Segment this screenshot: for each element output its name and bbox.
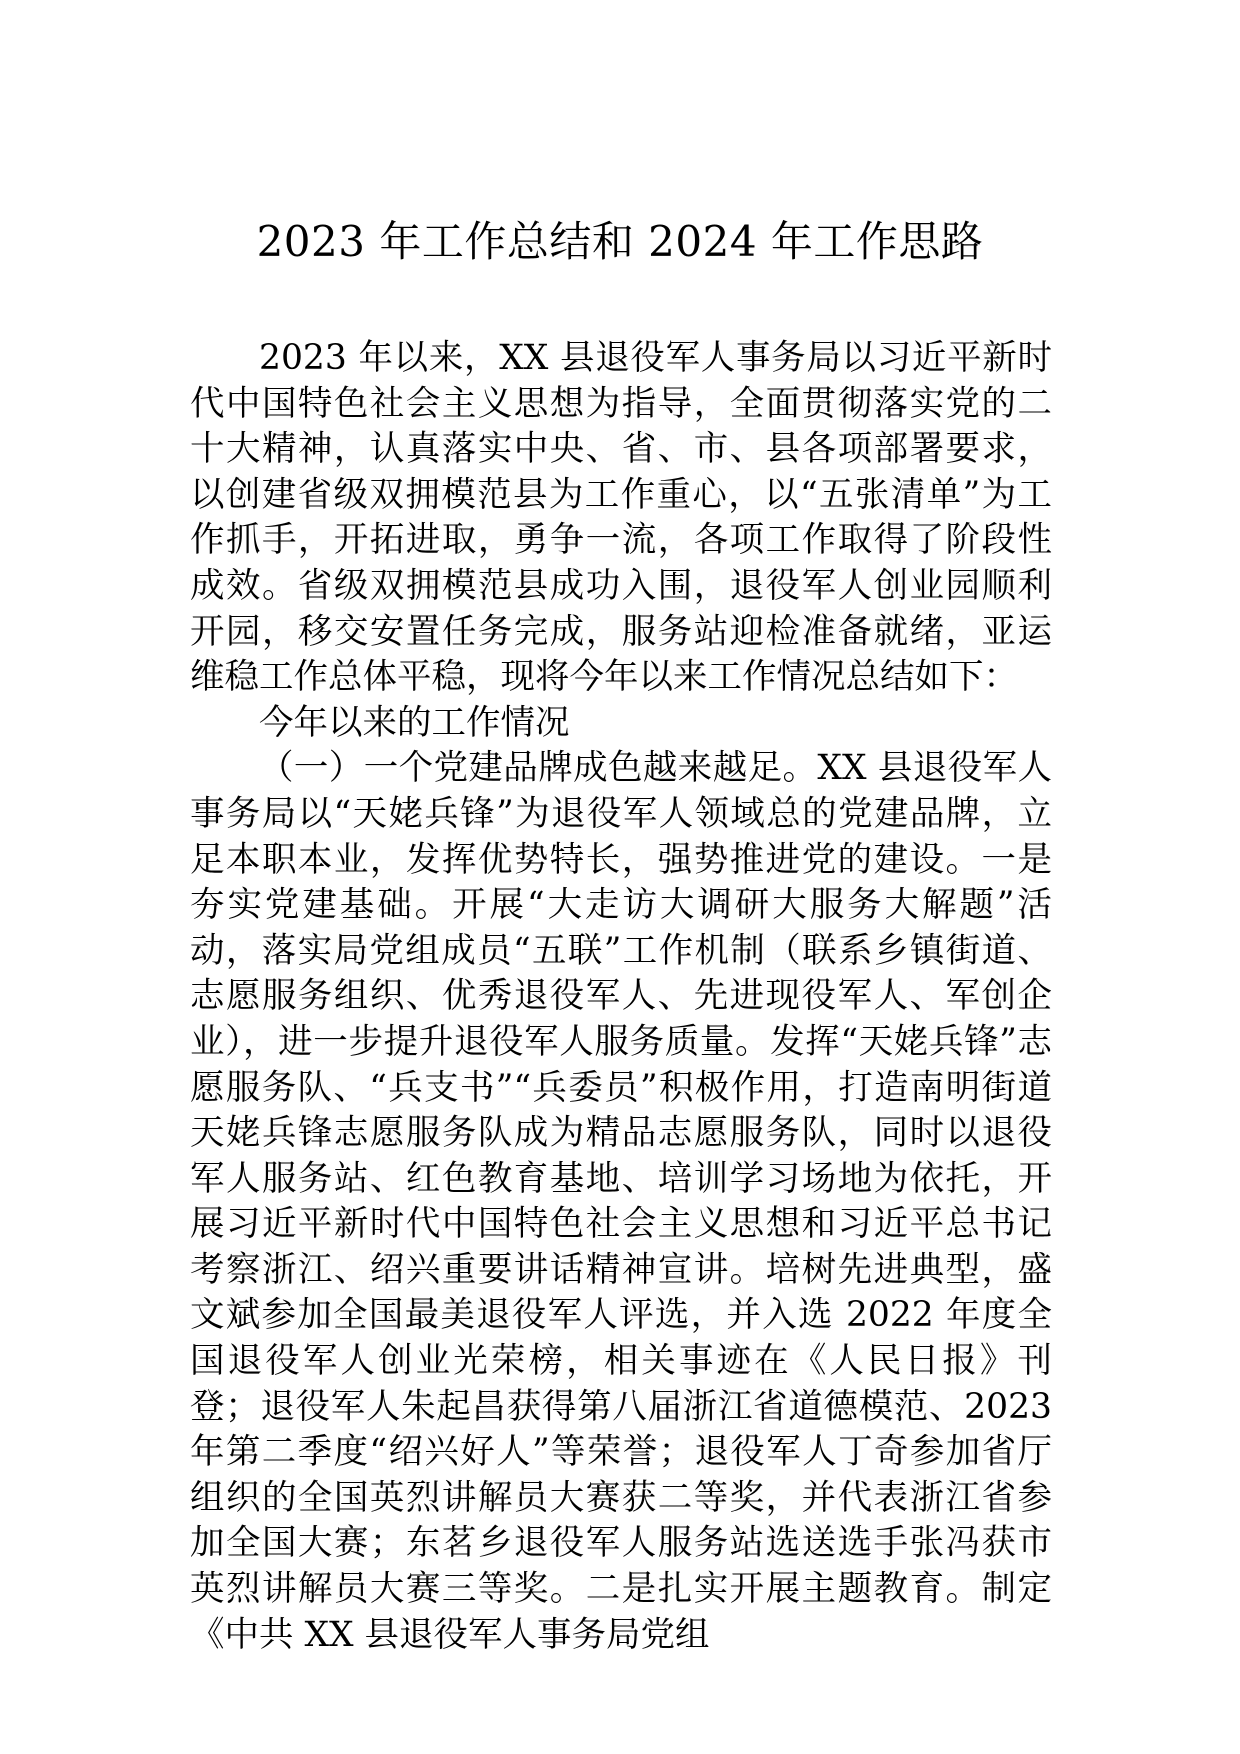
document-title: 2023 年工作总结和 2024 年工作思路	[256, 217, 984, 266]
section-heading: 今年以来的工作情况	[259, 702, 570, 743]
paragraph-intro: 2023 年以来，XX 县退役军人事务局以习近平新时代中国特色社会主义思想为指导，全面贯彻落实党的二十大精神，认真落实中央、省、市、县各项部署要求，以创建省级双拥模范县为工作重心，以“五张清单”为工作抓手，开拓进取，勇争一流，各项工作取得了阶段性成效。省级双拥模范县成功入围，退役军人创业园顺利开园，移交安置任务完成，服务站迎检准备就绪，亚运维稳工作总体平稳，现将今年以来工作情况总结如下：	[190, 338, 1052, 698]
paragraph-party-building: （一）一个党建品牌成色越来越足。XX 县退役军人事务局以“天姥兵锋”为退役军人领域总的党建品牌，立足本职本业，发挥优势特长，强势推进党的建设。一是夯实党建基础。开展“大走访大调研大服务大解题”活动，落实局党组成员“五联”工作机制（联系乡镇街道、志愿服务组织、优秀退役军人、先进现役军人、军创企业），进一步提升退役军人服务质量。发挥“天姥兵锋”志愿服务队、“兵支书”“兵委员”积极作用，打造南明街道天姥兵锋志愿服务队成为精品志愿服务队，同时以退役军人服务站、红色教育基地、培训学习场地为依托，开展习近平新时代中国特色社会主义思想和习近平总书记考察浙江、绍兴重要讲话精神宣讲。培树先进典型，盛文斌参加全国最美退役军人评选，并入选 2022 年度全国退役军人创业光荣榜，相关事迹在《人民日报》刊登；退役军人朱起昌获得第八届浙江省道德模范、2023 年第二季度“绍兴好人”等荣誉；退役军人丁奇参加省厅组织的全国英烈讲解员大赛获二等奖，并代表浙江省参加全国大赛；东茗乡退役军人服务站选送选手张冯获市英烈讲解员大赛三等奖。二是扎实开展主题教育。制定《中共 XX 县退役军人事务局党组	[190, 748, 1052, 1655]
document-body	[190, 336, 1052, 1658]
